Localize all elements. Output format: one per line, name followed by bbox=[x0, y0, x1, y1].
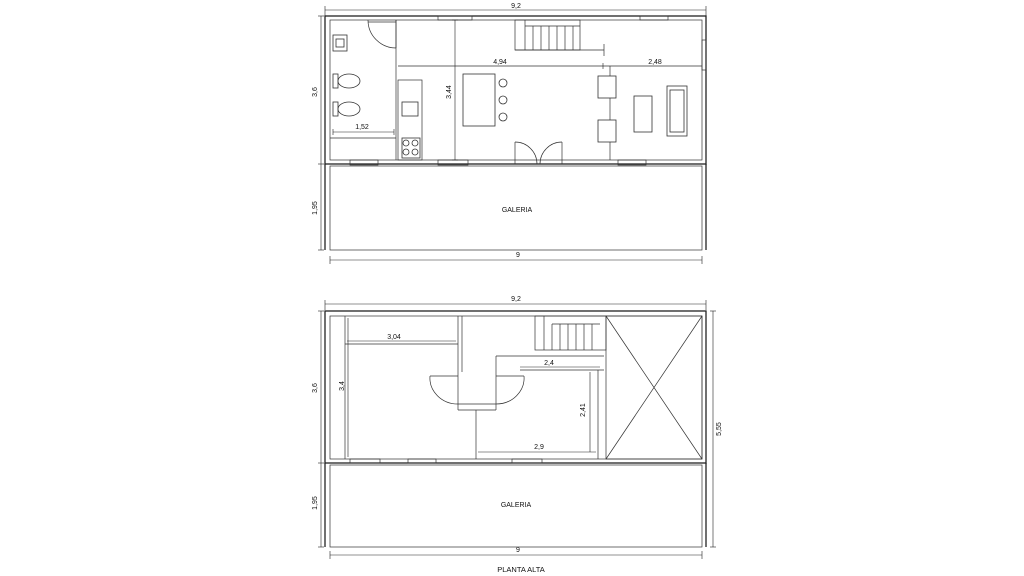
upper-doors bbox=[430, 372, 524, 410]
entry-double-door bbox=[515, 142, 562, 164]
armchair-icon bbox=[598, 120, 616, 142]
living-width-label: 4,94 bbox=[493, 59, 507, 66]
upper-gallery-label: GALERIA bbox=[500, 502, 532, 509]
chair-icon bbox=[499, 79, 507, 87]
kitchen-height-label: 3,44 bbox=[446, 85, 453, 99]
chair-icon bbox=[499, 113, 507, 121]
double-height-void bbox=[606, 316, 702, 459]
ground-stairs bbox=[515, 20, 604, 56]
room-height-label: 3,4 bbox=[339, 381, 346, 391]
bath-width-label: 1,52 bbox=[355, 124, 369, 131]
toilet-icon bbox=[338, 74, 360, 88]
ground-left-gallery-label: 1,95 bbox=[312, 201, 319, 215]
room-width-label: 3,04 bbox=[387, 334, 401, 341]
upper-right-height-label: 5,55 bbox=[716, 422, 723, 436]
upper-top-total-label: 9,2 bbox=[511, 296, 521, 303]
upper-stairs bbox=[535, 316, 606, 350]
upper-left-house-label: 3,6 bbox=[312, 383, 319, 393]
upper-floor-plan bbox=[312, 296, 723, 574]
upper-bottom-total-label: 9 bbox=[516, 547, 520, 554]
ground-left-house-label: 3,6 bbox=[312, 87, 319, 97]
room3-width-label: 2,9 bbox=[534, 444, 544, 451]
ground-floor-plan bbox=[312, 3, 706, 264]
dining-table bbox=[463, 74, 495, 126]
ground-top-total-label: 9,2 bbox=[511, 3, 521, 10]
room2-width-label: 2,4 bbox=[544, 360, 554, 367]
upper-house-outline bbox=[325, 311, 706, 463]
armchair-icon bbox=[598, 76, 616, 98]
bath-door-swing bbox=[368, 20, 396, 48]
upper-left-gallery-label: 1,95 bbox=[312, 496, 319, 510]
dim-ground-top-total bbox=[325, 3, 706, 16]
toilet-tank bbox=[333, 74, 338, 88]
right-width-label: 2,48 bbox=[648, 59, 662, 66]
room2-height-label: 2,41 bbox=[580, 403, 587, 417]
bidet-icon bbox=[338, 102, 360, 116]
ground-gallery-label: GALERIA bbox=[501, 207, 533, 214]
plan-title: PLANTA ALTA bbox=[497, 565, 545, 574]
ground-house-inner-outline bbox=[330, 20, 702, 160]
chair-icon bbox=[499, 96, 507, 104]
kitchen-sink-icon bbox=[402, 102, 418, 116]
coffee-table bbox=[634, 96, 652, 132]
ground-bottom-total-label: 9 bbox=[516, 252, 520, 259]
